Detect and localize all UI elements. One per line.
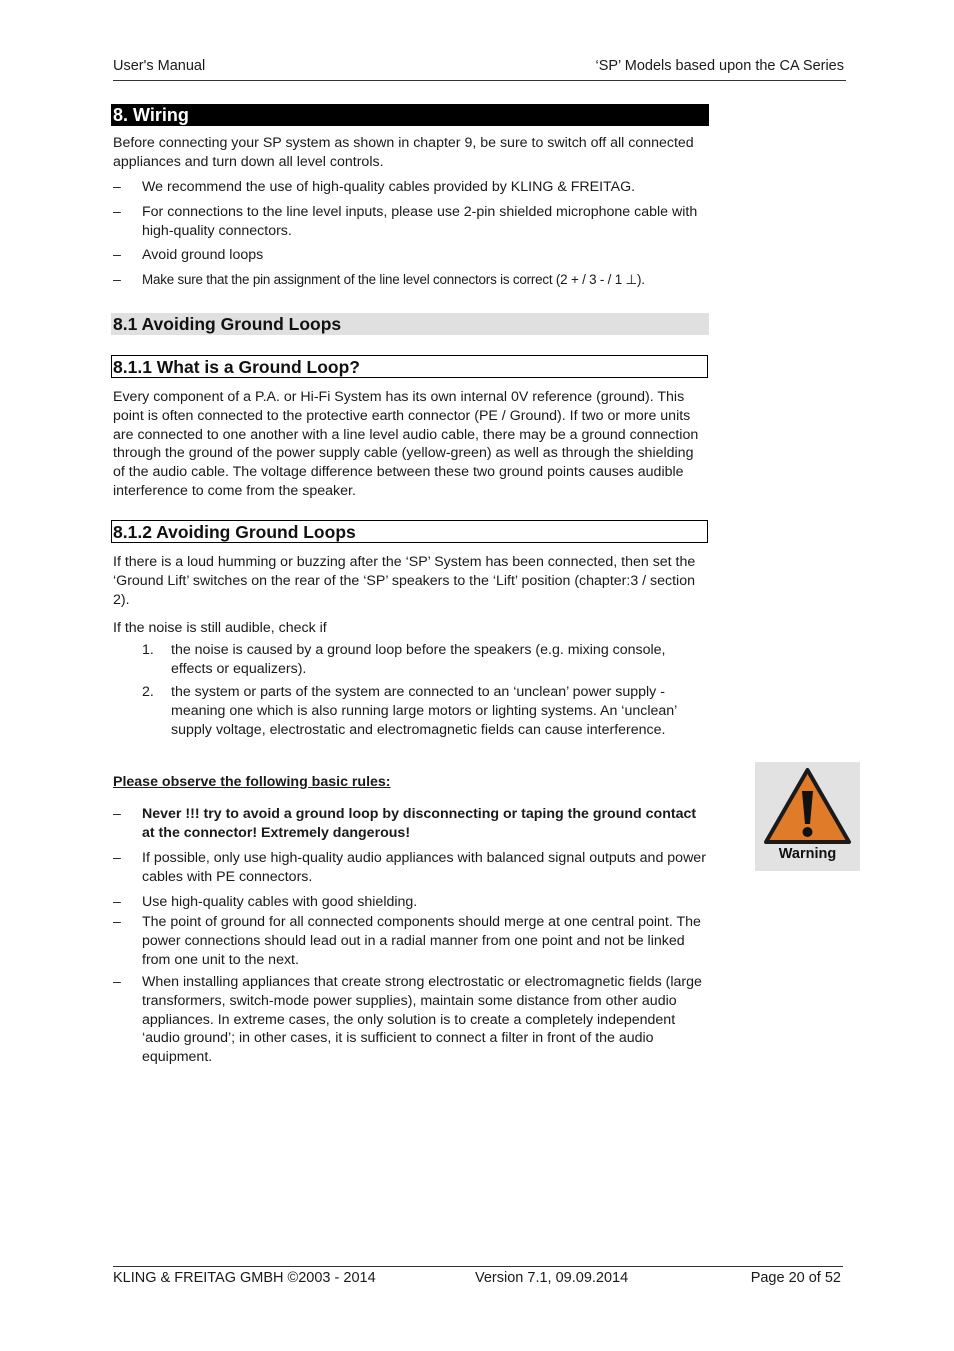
section-heading-what-is-ground-loop: 8.1.1 What is a Ground Loop?: [111, 355, 708, 378]
dash-marker: –: [113, 894, 121, 910]
dash-marker: –: [113, 247, 121, 263]
rule-text: Never !!! try to avoid a ground loop by disconnecting or taping the ground contact at the connector! Extremely dangerous!: [142, 806, 697, 841]
warning-sign: [755, 762, 860, 871]
dash-marker: –: [113, 272, 121, 288]
dash-marker: –: [113, 850, 121, 866]
section-heading-avoiding-ground-loops: 8.1 Avoiding Ground Loops: [111, 313, 709, 335]
warning-label: Warning: [778, 846, 837, 862]
list-item: [113, 203, 709, 241]
dash-marker: –: [113, 974, 121, 990]
rule-item: [113, 913, 709, 969]
rule-text: If possible, only use high-quality audio appliances with balanced signal outputs and power cables with PE connectors.: [142, 850, 706, 885]
rule-text: When installing appliances that create strong electrostatic or electromagnetic fields (large transformers, switch-mode power supplies), maintain some distance from other audio appliances. In extreme cases, the only solution is to create a completely independent ‘audio ground’; in other cases, it is sufficient to connect a filter in front of the audio equipment.: [142, 974, 702, 1066]
dash-marker: –: [113, 914, 121, 930]
ground-loop-explanation: Every component of a P.A. or Hi-Fi System has its own internal 0V reference (ground). This point is often connected to the protective earth connector (PE / Ground). If two or more units are connected to one another with a line level audio cable, there may be a ground connection through the ground of the power supply cable (yellow-green) as well as through the shielding of the audio cable. The voltage difference between these two ground points causes audible interference to come from the speaker.: [113, 389, 699, 499]
section-heading-avoiding-ground-loops-sub: 8.1.2 Avoiding Ground Loops: [111, 520, 708, 543]
rule-item: [113, 893, 709, 912]
rule-text: Use high-quality cables with good shielding.: [142, 894, 418, 910]
warning-triangle-icon: [763, 767, 852, 845]
footer-copyright: KLING & FREITAG GMBH ©2003 - 2014: [113, 1270, 376, 1286]
item-number: 2.: [142, 684, 154, 700]
footer-version: Version 7.1, 09.09.2014: [475, 1270, 629, 1286]
footer-rule: [113, 1266, 843, 1267]
list-item: [113, 178, 709, 197]
wiring-intro: Before connecting your SP system as shown in chapter 9, be sure to switch off all connected appliances and turn down all level controls.: [113, 135, 694, 170]
rule-item: [113, 849, 709, 887]
dash-marker: –: [113, 204, 121, 220]
rule-item: [113, 973, 709, 1067]
header-subtitle: ‘SP’ Models based upon the CA Series: [595, 58, 844, 74]
item-number: 1.: [142, 642, 154, 658]
header-title: User's Manual: [113, 58, 206, 74]
section-heading-wiring: 8. Wiring: [111, 104, 709, 126]
list-item-text: We recommend the use of high-quality cables provided by KLING & FREITAG.: [142, 179, 636, 195]
item-text: the system or parts of the system are connected to an ‘unclean’ power supply - meaning one which is also running large motors or lighting systems. An ‘unclean’ supply voltage, electrostatic and electromagnetic fields can cause interference.: [171, 684, 677, 738]
list-item: [113, 271, 709, 290]
rules-heading: Please observe the following basic rules:: [113, 774, 391, 790]
check-intro: If the noise is still audible, check if: [113, 620, 327, 636]
item-text: the noise is caused by a ground loop before the speakers (e.g. mixing console, effects or equalizers).: [171, 642, 666, 677]
list-item: [113, 246, 709, 265]
list-item-text: Make sure that the pin assignment of the line level connectors is correct (2 + / 3 - / 1 ⊥).: [142, 272, 645, 287]
header-rule: [113, 80, 846, 81]
rule-item: [113, 805, 709, 843]
footer-page-number: Page 20 of 52: [750, 1270, 841, 1286]
rule-text: The point of ground for all connected components should merge at one central point. The power connections should lead out in a radial manner from one point and not be linked from one unit to the next.: [142, 914, 701, 968]
dash-marker: –: [113, 806, 121, 822]
dash-marker: –: [113, 179, 121, 195]
numbered-item: [142, 641, 709, 679]
ground-lift-paragraph: If there is a loud humming or buzzing after the ‘SP’ System has been connected, then set the ‘Ground Lift’ switches on the rear of the ‘SP’ speakers to the ‘Lift’ position (chapter:3 / section 2).: [113, 554, 696, 608]
numbered-item: [142, 683, 709, 739]
list-item-text: For connections to the line level inputs, please use 2-pin shielded microphone cable with high-quality connectors.: [142, 204, 698, 239]
list-item-text: Avoid ground loops: [142, 247, 264, 263]
